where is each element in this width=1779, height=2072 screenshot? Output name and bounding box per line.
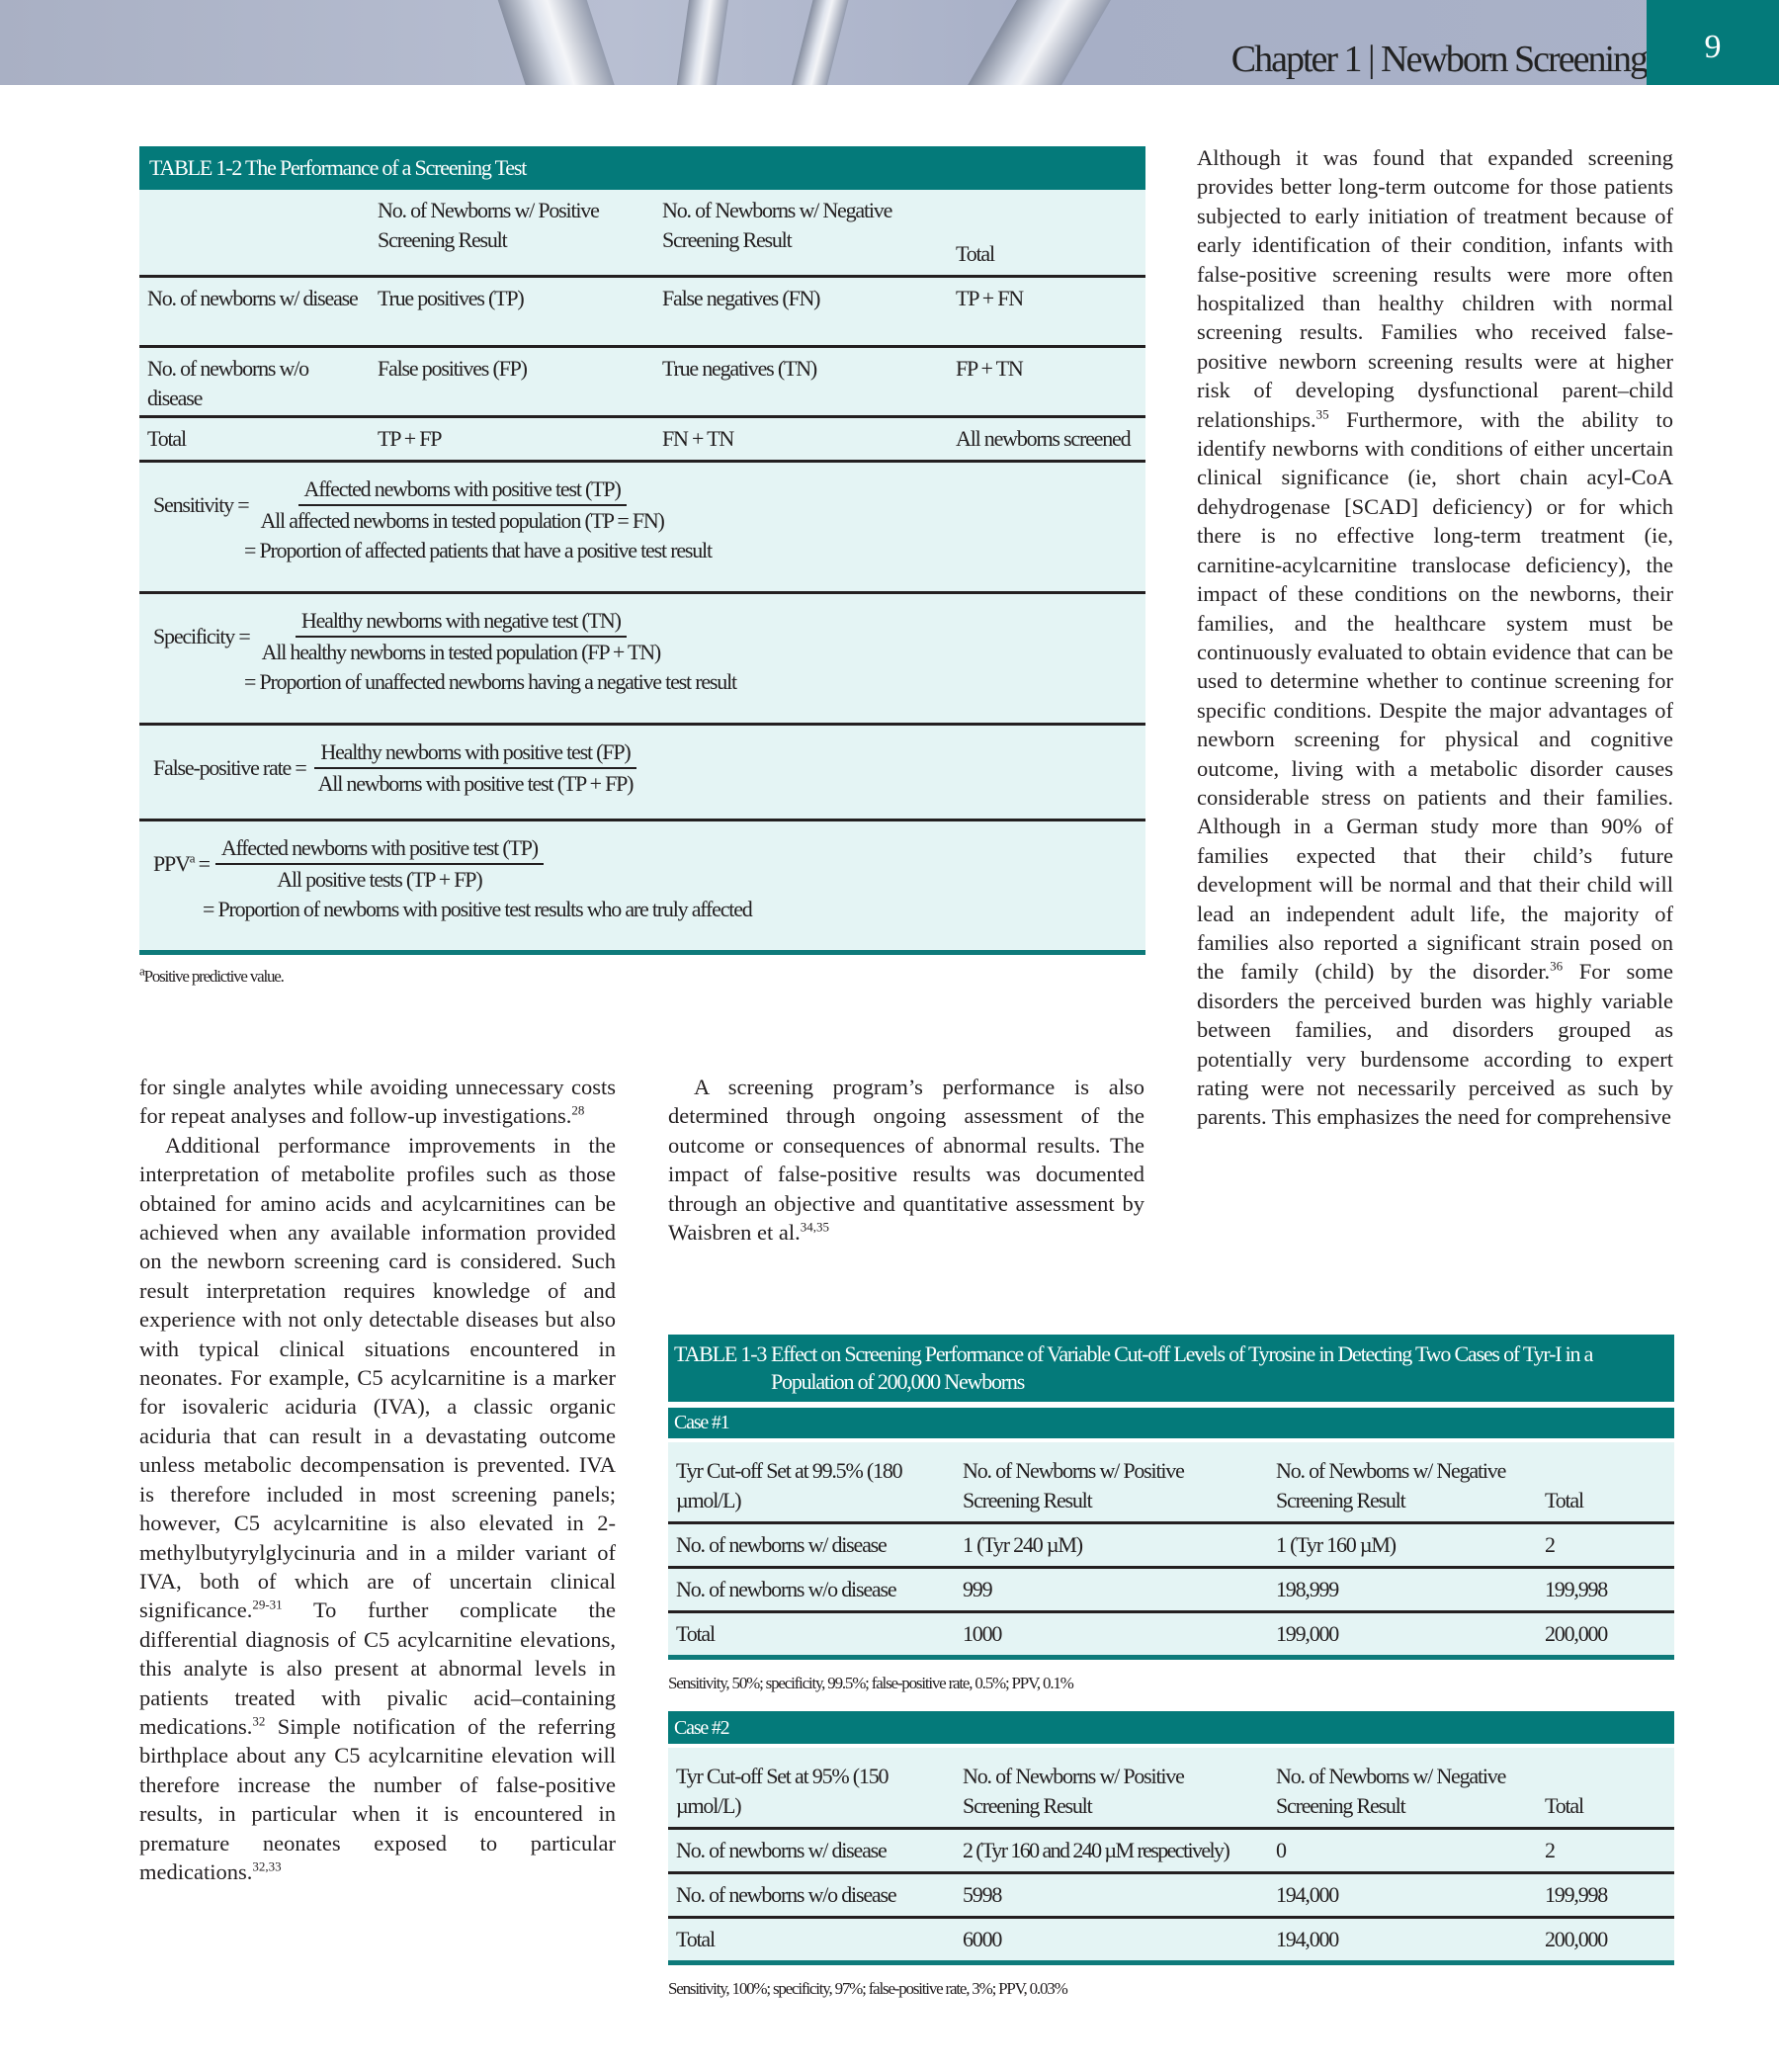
- body-column-2: [668, 1073, 1144, 1247]
- ppv-formula: $PPV^a$ = $\frac{\text{Affected newborns with positive test (TP)}}{\text{All positive tests (TP + FP)}}$ = Proportion of newborns with positive test results who are truly affected: [153, 835, 752, 921]
- table-header-row: Tyr Cut-off Set at 99.5% (180 µmol/L) No. of Newborns w/ Positive Screening Result No. of Newborns w/ Negative Screening Result Total: [668, 1442, 1674, 1524]
- column-header: No. of Newborns w/ Positive Screening Result: [378, 198, 599, 252]
- table-bottom-rule: [139, 950, 1145, 955]
- dna-strand-image: [672, 0, 731, 85]
- table-1-3: [668, 1335, 1674, 2011]
- body-column-1: [139, 1073, 616, 1886]
- case-label: Case #2: [668, 1711, 1674, 1744]
- column-header: Total: [956, 241, 994, 266]
- paragraph: Although it was found that expanded screening provides better long-term outcome for those patients subjected to early initiation of treatment because of early identification of their condition, infants with false-positive screening results were more often hospitalized than healthy children with normal screening results. Families who received false-positive newborn screening results were at higher risk of developing dysfunctional parent–child relationships.$^{35}$ Furthermore, with the ability to identify newborns with conditions of either uncertain clinical significance (ie, short chain acyl-CoA dehydrogenase [SCAD] deficiency) or for which there is no effective long-term treatment (ie, carnitine-acylcarnitine translocase deficiency), the impact of these conditions on the newborns, their families, and the healthcare system must be continuously evaluated to obtain evidence that can be used to determine whether to continue screening for specific conditions. Despite the major advantages of newborn screening for physical and cognitive outcome, living with a metabolic disorder causes considerable stress on patients and their families. Although in a German study more than 90% of families expected that their child’s future development will be normal and that their child will lead an independent adult life, the majority of families also reported a significant strain posed on the family (child) by the disorder.$^{36}$ For some disorders the perceived burden was highly variable between families, and disorders grouped as potentially very burdensome according to expert rating were not necessarily perceived as such by parents. This emphasizes the need for comprehensive: [1197, 145, 1674, 1130]
- paragraph: for single analytes while avoiding unnecessary costs for repeat analyses and follow-up investigations.$^{28}$: [139, 1075, 616, 1129]
- sensitivity-formula: Sensitivity = $\frac{\text{Affected newborns with positive test (TP)}}{\text{All affected newborns in tested population (TP = FN)}}$ = Proportion of affected patients that have a positive test result: [139, 463, 1145, 594]
- case-label: Case #1: [668, 1408, 1674, 1438]
- table-title: TABLE 1-2 The Performance of a Screening Test: [139, 146, 1145, 190]
- table-row: No. of newborns w/ disease 2 (Tyr 160 and 240 µM respectively) 0 2: [668, 1830, 1674, 1874]
- false-positive-rate-formula: False-positive rate = $\frac{\text{Healthy newborns with positive test (FP)}}{\text{All newborns with positive test (TP + FP)}}$: [139, 726, 1145, 821]
- paragraph: Additional performance improvements in the interpretation of metabolite profiles such as those obtained for amino acids and acylcarnitines can be achieved when any available information provided on the newborn screening card is considered. Such result interpretation requires knowledge of and experience with not only detectable diseases but also with typical clinical situations encountered in neonates. For example, C5 acylcarnitine is a marker for isovaleric aciduria (IVA), a classic organic aciduria that can result in a devastating outcome unless metabolic decompensation is prevented. IVA is therefore included in most screening panels; however, C5 acylcarnitine is also elevated in 2-methylbutyrylglycinuria and in a milder variant of IVA, both of which are of uncertain clinical significance.$^{29-31}$ To further complicate the differential diagnosis of C5 acylcarnitine elevations, this analyte is also present at abnormal levels in patients treated with pivalic acid–containing medications.$^{32}$ Simple notification of the referring birthplace about any C5 acylcarnitine elevation will therefore increase the number of false-positive results, in particular when it is encountered in premature neonates exposed to particular medications.$^{32,33}$: [139, 1132, 616, 1884]
- table-header-row: Tyr Cut-off Set at 95% (150 µmol/L) No. of Newborns w/ Positive Screening Result No. of Newborns w/ Negative Screening Result Total: [668, 1748, 1674, 1830]
- dna-strand-image: [784, 0, 854, 85]
- dna-strand-image: [491, 0, 625, 85]
- case-summary: Sensitivity, 50%; specificity, 99.5%; false-positive rate, 0.5%; PPV, 0.1%: [668, 1674, 1073, 1692]
- body-column-3: [1197, 143, 1673, 1132]
- table-row: No. of newborns w/o disease False positives (FP) True negatives (TN) FP + TN: [139, 348, 1145, 418]
- column-header: No. of Newborns w/ Negative Screening Result: [662, 198, 892, 252]
- table-row: Total TP + FP FN + TN All newborns screened: [139, 418, 1145, 463]
- table-row: Total 6000 194,000 200,000: [676, 1927, 1608, 1951]
- table-row: No. of newborns w/ disease 1 (Tyr 240 µM) 1 (Tyr 160 µM) 2: [668, 1524, 1674, 1569]
- paragraph: A screening program’s performance is also determined through ongoing assessment of the outcome or consequences of abnormal results. The impact of false-positive results was documented through an objective and quantitative assessment by Waisbren et al.$^{34,35}$: [668, 1075, 1144, 1246]
- table-row: No. of newborns w/ disease True positives (TP) False negatives (FN) TP + FN: [139, 278, 1145, 348]
- case-summary: Sensitivity, 100%; specificity, 97%; false-positive rate, 3%; PPV, 0.03%: [668, 1979, 1067, 1998]
- dna-strand-image: [949, 0, 1123, 85]
- table-title: TABLE 1-3 Effect on Screening Performance of Variable Cut-off Levels of Tyrosine in Detecting Two Cases of Tyr-I in a Population of 200,000 Newborns: [668, 1335, 1674, 1402]
- table-header-row: [139, 190, 1145, 278]
- page-header: [0, 0, 1779, 85]
- page-number: 9: [1647, 0, 1779, 85]
- chapter-title: Chapter 1 | Newborn Screening: [1230, 39, 1647, 80]
- table-row: Total 1000 199,000 200,000: [676, 1621, 1608, 1646]
- table-footnote: $^a$Positive predictive value.: [139, 963, 284, 986]
- table-row: No. of newborns w/o disease 5998 194,000 199,998: [668, 1874, 1674, 1919]
- table-row: No. of newborns w/o disease 999 198,999 199,998: [668, 1569, 1674, 1613]
- table-1-2: [139, 146, 1145, 987]
- specificity-formula: Specificity = $\frac{\text{Healthy newborns with negative test (TN)}}{\text{All healthy newborns in tested population (FP + TN)}}$ = Proportion of unaffected newborns having a negative test result: [139, 594, 1145, 726]
